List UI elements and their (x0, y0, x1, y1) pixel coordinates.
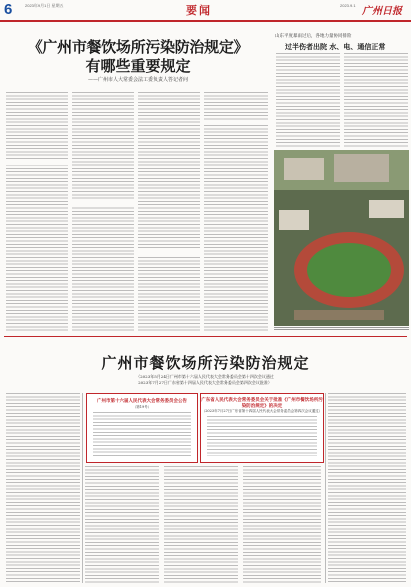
column-rule (325, 393, 326, 583)
column-rule (82, 393, 83, 583)
article1-title-line2: 有哪些重要规定 (85, 57, 191, 75)
right-news-body-col1 (276, 53, 340, 147)
header-right-meta: 2023.9.1 (340, 3, 356, 8)
page-header (0, 0, 411, 22)
news-photo-illustration (274, 150, 409, 326)
article1-body-col2 (72, 92, 134, 332)
right-news-headline: 过半伤者出院 水、电、通信正常 (285, 43, 386, 51)
article1-title-line1: 《广州市餐饮场所污染防治规定》 (27, 38, 249, 56)
notice-right-sub: （2023年7月27日广东省第十四届人民代表大会常务委员会第四次会议通过） (201, 409, 323, 413)
notice-provincial-approval (200, 393, 324, 463)
notice-right-body (207, 416, 317, 456)
notice-left-heading: 广州市第十六届人民代表大会常务委员会公告 (97, 399, 187, 404)
regulation-col3 (164, 466, 238, 583)
article1-subhead-gap (72, 200, 134, 205)
article1-body-col1 (6, 92, 68, 332)
right-news-body-col2 (344, 53, 408, 147)
article1-subhead-gap (6, 160, 68, 165)
section-divider (4, 336, 407, 337)
regulation-col5 (328, 393, 406, 583)
article1-body-col3 (138, 92, 200, 332)
notice-left-number: （第19号） (132, 405, 152, 409)
photo-caption (274, 327, 409, 330)
notice-standing-committee (86, 393, 198, 463)
article2-title: 广州市餐饮场所污染防治规定 (101, 354, 310, 372)
news-photo (274, 150, 409, 326)
section-title: 要闻 (186, 4, 212, 17)
article1-subhead-gap (204, 120, 268, 125)
article2-subtitle1: （2023年5月24日广州市第十六届人民代表大会常务委员会第十四次会议通过 (136, 374, 274, 379)
newspaper-logo: 广州日报 (362, 6, 402, 17)
article1-body-col4 (204, 92, 268, 332)
regulation-col4 (243, 466, 321, 583)
header-date: 2023年9月1日 星期五 (25, 3, 64, 8)
notice-right-heading: 广东省人民代表大会常务委员会关于批准《广州市餐饮场所污染防治规定》的决定 (201, 398, 323, 409)
article2-subtitle2: 2023年7月27日广东省第十四届人民代表大会常务委员会第四次会议批准） (138, 380, 272, 385)
regulation-col1 (6, 393, 80, 583)
regulation-col2 (85, 466, 159, 583)
notice-left-body (93, 412, 191, 456)
page-number: 6 (4, 1, 13, 18)
article1-byline: ——广州市人大常委会法工委负责人答记者问 (87, 77, 188, 83)
article1-subhead-gap (138, 250, 200, 255)
right-news-kicker: 山东平度暴雨过后，各地力量协同排险 (275, 33, 352, 38)
